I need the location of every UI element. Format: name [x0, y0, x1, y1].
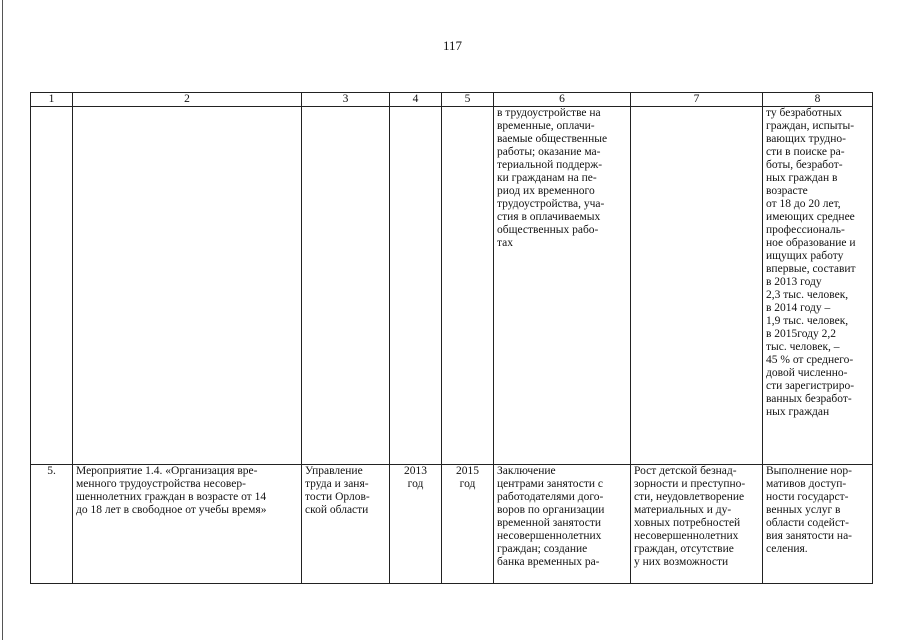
page-left-edge: [2, 0, 3, 640]
measure-line: менного трудоустройства несовер-: [76, 478, 246, 490]
column-number-row: [31, 93, 873, 107]
continuation-link-text: ту безработных граждан, испыты- вающих трудно- сти в поиске ра- боты, безработ- ных граждан в возрасте от 18 до 20 лет, имеющих среднее профессиональ- ное образование и ищущих работу впервые, составит в 2013 году 2,3 тыс. человек, в 2014 году – 1,9 тыс. человек, в 2015году 2,2 тыс. человек, – 45 % от среднего- довой численно- сти зарегистриро- ванных безработ- ных граждан: [763, 107, 873, 465]
column-number: 4: [390, 93, 442, 107]
empty-cell: [390, 107, 442, 465]
end-year: 2015 год: [442, 465, 494, 584]
column-number: 2: [73, 93, 302, 107]
program-table: [30, 92, 873, 584]
empty-cell: [73, 107, 302, 465]
executor: Управление труда и заня- тости Орлов- ской области: [302, 465, 390, 584]
measure-line: шеннолетних граждан в возрасте от 14: [76, 491, 267, 503]
column-number: 1: [31, 93, 73, 107]
measure-line: Мероприятие 1.4. «Организация вре-: [76, 465, 258, 477]
page-number: 117: [442, 38, 463, 53]
empty-cell: [302, 107, 390, 465]
table-row-5: [31, 465, 873, 584]
continuation-content-text: в трудоустройстве на временные, оплачи- ваемые общественные работы; оказание ма- териальной поддерж- ки гражданам на пе- риод их временного трудоустройства, уча- стия в оплачиваемых общественных рабо- тах: [494, 107, 631, 465]
empty-cell: [442, 107, 494, 465]
empty-cell: [31, 107, 73, 465]
start-year: 2013 год: [390, 465, 442, 584]
column-number: 7: [631, 93, 763, 107]
measure-content: Заключение центрами занятости с работодателями дого- воров по организации временной занятости несовершеннолетних граждан; создание банка временных ра-: [494, 465, 631, 584]
indicator-link: Выполнение нор- мативов доступ- ности государст- венных услуг в области содейст- вия занятости на- селения.: [763, 465, 873, 584]
column-number: 8: [763, 93, 873, 107]
measure-name: [73, 465, 302, 584]
empty-cell: [631, 107, 763, 465]
row-number: 5.: [31, 465, 73, 584]
column-number: 6: [494, 93, 631, 107]
measure-line: до 18 лет в свободное от учебы время»: [76, 504, 267, 516]
non-implementation-consequences: Рост детской безнад- зорности и преступно- сти, неудовлетворение материальных и ду- ховных потребностей несовершеннолетних граждан, отсутствие у них возможности: [631, 465, 763, 584]
column-number: 3: [302, 93, 390, 107]
column-number: 5: [442, 93, 494, 107]
continuation-row: [31, 107, 873, 465]
